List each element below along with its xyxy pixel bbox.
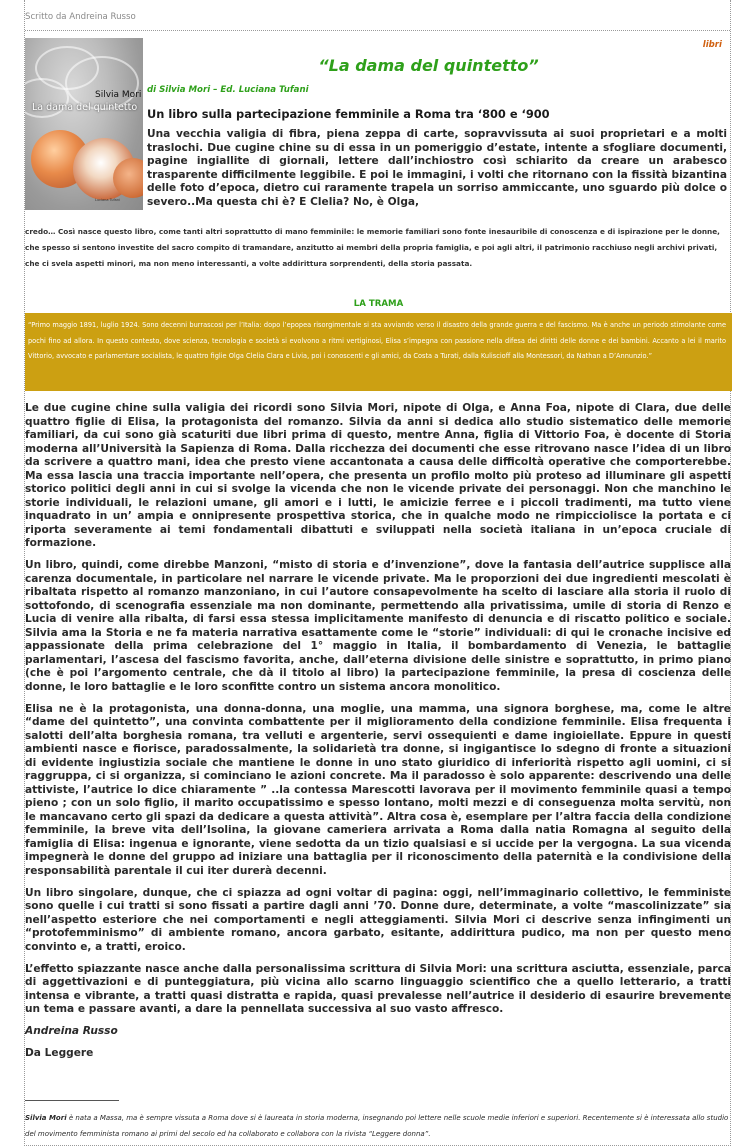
body-paragraph-4: Un libro singolare, dunque, che ci spiazza ad ogni voltar di pagina: oggi, nell’immaginario collettivo, le femministe sono quelle i cui tratti si sono fissati a partire dagli anni ’70. Donne dure, determinate, a volte “mascolinizzate” sia nell’aspetto esteriore che nei comportamenti e negli atteggiamenti. Silvia Mori ci descrive senza infingimenti un “protofemminismo” di ambiente romano, ancora garbato, esitante, addirittura pudico, ma non per questo meno convinto e, a tratti, eroico.	[25, 886, 731, 953]
body-paragraph-2: Un libro, quindi, come direbbe Manzoni, “misto di storia e d’invenzione”, dove la fantasia dell’autrice supplisce alla carenza documentale, in particolare nel narrare le vicende private. Ma le proporzioni dei due ingredienti mescolati è ribaltata rispetto al romanzo manzoniano, in cui l’autore consapevolmente ha scelto di lasciare alla storia il ruolo di sottofondo, di scenografia essenziale ma non dominante, permettendo alla privatissima, umile di storia di Renzo e Lucia di venire alla ribalta, di farsi essa stessa implicitamente manifesto di denuncia e di riscatto politico e sociale. Silvia ama la Storia e ne fa materia narrativa esattamente come le “storie” individuali: di qui le cronache incisive ed appassionate della prima celebrazione del 1° maggio in Italia, il bombardamento di Venezia, le battaglie parlamentari, l’ascesa del fascismo favorita, anche, dall’eterna divisione delle sinistre e soprattutto, in primo piano (che è poi l’argomento centrale, che dà il titolo al libro) la partecipazione femminile, la presa di coscienza delle donne, le loro battaglie e le loro sconfitte contro un sistema ancora monolitico.	[25, 559, 731, 693]
author-bio-name: Silvia Mori	[25, 1114, 67, 1122]
cover-publisher: Luciana Tufani	[95, 198, 121, 202]
body-paragraph-5: L’effetto spiazzante nasce anche dalla personalissima scrittura di Silvia Mori: una scrittura asciutta, essenziale, parca di aggettivazioni e di punteggiatura, più vicina allo scarno linguaggio scientifico che a quello letterario, a tratti intensa e vibrante, a tratti quasi distratta e rapida, quasi prevalesse nell’autrice il desiderio di esaurire brevemente un tema e passare avanti, a dare la pennellata successiva al suo vasto affresco.	[25, 962, 731, 1015]
book-author-line: di Silvia Mori – Ed. Luciana Tufani	[147, 85, 309, 95]
credo-paragraph: credo… Così nasce questo libro, come tanti altri soprattutto di mano femminile: le memorie familiari sono fonte inesauribile di conoscenza e di ispirazione per le donne, che spesso si sentono investite del sacro compito di tramandare, anzitutto ai membri della propria famiglia, e poi agli altri, il patrimonio racchiuso negli archivi privati, che ci svela aspetti minori, ma non meno interessanti, a volte addirittura sorprendenti, della storia passata.	[25, 227, 720, 268]
intro-paragraph: Una vecchia valigia di fibra, piena zeppa di carte, sopravvissuta ai suoi proprietari e a molti traslochi. Due cugine chine su di essa in un pomeriggio d’estate, intente a sfogliare documenti, pagine ingiallite di giornali, lettere dall’inchiostro così schiarito da creare un arabesco trasparente difficilmente leggibile. E poi le immagini, i volti che ritornano con la fissità bizantina delle foto d’epoca, dietro cui raramente trapela un sorriso ammiccante, uno sguardo più dolce o severo..Ma questa chi è? E Clelia? No, è Olga,	[147, 128, 727, 208]
signature: Andreina Russo	[25, 1025, 118, 1037]
article-subtitle: Un libro sulla partecipazione femminile a Roma tra ‘800 e ‘900	[147, 107, 550, 121]
article-title: “La dama del quintetto”	[318, 56, 539, 75]
trama-heading: LA TRAMA	[353, 299, 404, 309]
footnote-divider	[25, 1100, 119, 1101]
author-bio-note	[25, 1111, 731, 1142]
trama-text: “Primo maggio 1891, luglio 1924. Sono decenni burrascosi per l’Italia: dopo l’epopea risorgimentale si sta avviando verso il disastro della grande guerra e del fascismo. Ma è anche un periodo stimolante come pochi fino ad allora. In questo contesto, dove scienza, tecnologia e società si evolvono a ritmi vertiginosi, Elisa s’impegna con passione nella difesa dei diritti delle donne e dei bambini. Accanto a lei il marito Vittorio, avvocato e parlamentare socialista, le quattro figlie Olga Clelia Clara e Livia, poi i conoscenti e gli amici, da Costa a Turati, dalla Kuliscioff alla Montessori, da Nathan a D’Annunzio.”	[28, 321, 726, 360]
cover-title: La dama del quintetto	[32, 102, 138, 113]
body-paragraph-3: Elisa ne è la protagonista, una donna-donna, una moglie, una mamma, una signora borghese, ma, come le altre “dame del quintetto”, una convinta combattente per il miglioramento della condizione femminile. Elisa frequenta i salotti dell’alta borghesia romana, tra velluti e argenterie, servi ossequienti e dame ingioiellate. Eppure in questi ambienti nasce e fiorisce, paradossalmente, la solidarietà tra donne, si ingigantisce lo sdegno di fronte a situazioni di evidente ingiustizia sociale che mantiene le donne in uno stato giuridico di inferiorità rispetto agli uomini, ci si raggruppa, ci si organizza, si cominciano le azioni concrete. Ma il paradosso è solo apparente: descrivendo una delle attiviste, l’autrice lo dice chiaramente ” ..la contessa Marescotti lavorava per il movimento femminile quasi a tempo pieno ; con un solo figlio, il marito occupatissimo e spesso lontano, molti mezzi e di conseguenza molta servitù, non le mancavano certo gli spazi da dedicare a questa attività”. Altra cosa è, esemplare per l’altra faccia della condizione femminile, la breve vita dell’Isolina, la giovane cameriera arrivata a Roma dalla natia Romagna al seguito della famiglia di Elisa: ingenua e ignorante, viene sedotta da un tizio qualsiasi e si uccide per la vergogna. La sua vicenda impegnerà le donne del gruppo ad iniziare una battaglia per il riconoscimento della paternità e la condivisione della responsabilità parentale il cui iter durerà decenni.	[25, 702, 731, 877]
source-line: Da Leggere	[25, 1047, 94, 1059]
body-paragraph-1: Le due cugine chine sulla valigia dei ricordi sono Silvia Mori, nipote di Olga, e Anna Foa, nipote di Clara, due delle quattro figlie di Elisa, la protagonista del romanzo. Silvia da anni si dedica allo studio sistematico delle memorie familiari, da cui sono già scaturiti due libri prima di questo, mentre Anna, figlia di Vittorio Foa, è docente di Storia moderna all’Università la Sapienza di Roma. Dalla ricchezza dei documenti che esse ritrovano nasce l’idea di un libro da scrivere a quattro mani, idea che presto viene accantonata a causa delle difficoltà operative che comporterebbe. Ma essa lascia una traccia importante nell’opera, che presenta un profilo molto più proteso ad illuminare gli aspetti storico politici degli anni in cui si svolge la vicenda che non le vicende private dei personaggi. Non che manchino le storie individuali, le relazioni umane, gli amori e i lutti, le amicizie ferree e i piccoli tradimenti, ma tutto viene inquadrato in un’ ampia e onnipresente prospettiva storica, che in qualche modo ne rimpicciolisce la portata e ci riporta severamente ai temi fondamentali dibattuti e sviluppati nella società italiana in un’epoca cruciale di formazione.	[25, 402, 731, 549]
byline: Scritto da Andreina Russo	[25, 12, 136, 22]
article-page	[24, 0, 731, 1146]
article-body	[25, 402, 731, 1059]
header-divider	[25, 30, 730, 31]
category-label[interactable]: libri	[702, 40, 722, 50]
trama-box	[25, 313, 732, 391]
author-bio-text: è nata a Massa, ma è sempre vissuta a Roma dove si è laureata in storia moderna, insegnando poi lettere nelle scuole medie inferiori e superiori. Recentemente si è interessata allo studio del movimento femminista romano ai primi del secolo ed ha collaborato e collabora con la rivista “Leggere donna”.	[25, 1114, 729, 1138]
cover-author: Silvia Mori	[95, 90, 142, 100]
